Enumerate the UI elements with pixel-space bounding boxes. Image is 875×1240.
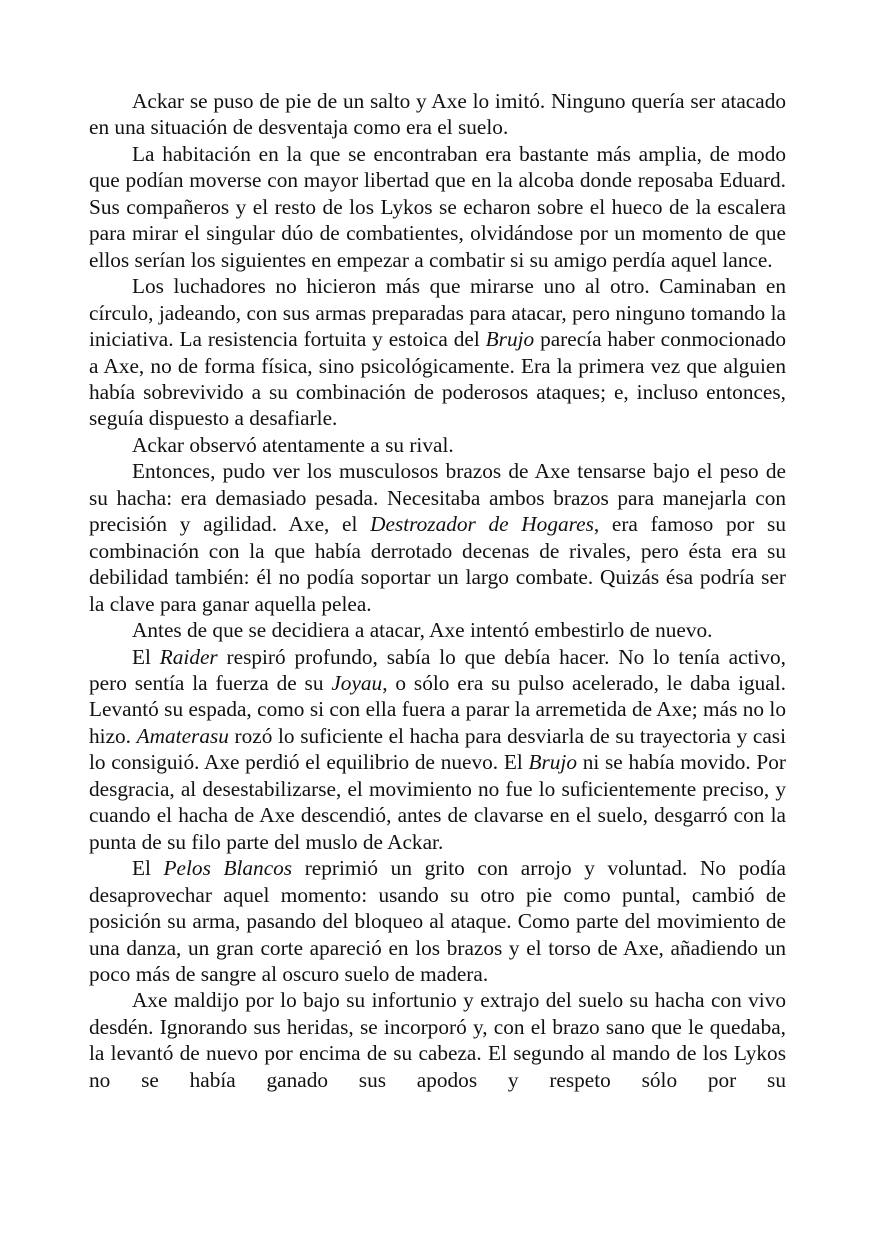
italic-term: Destrozador de Hogares <box>370 512 594 537</box>
text-run: El <box>132 856 164 881</box>
paragraph <box>89 855 786 987</box>
document-page <box>89 88 786 1093</box>
italic-term: Pelos Blancos <box>163 856 293 881</box>
italic-term: Brujo <box>528 750 577 775</box>
paragraph <box>89 458 786 617</box>
text-run: Ackar observó atentamente a su rival. <box>132 432 454 457</box>
paragraph <box>89 432 786 458</box>
text-run: Antes de que se decidiera a atacar, Axe intentó embestirlo de nuevo. <box>132 618 713 643</box>
text-run: Axe maldijo por lo bajo su infortunio y extrajo del suelo su hacha con vivo desdén. Ignorando sus heridas, se incorporó y, con el brazo sano que le quedaba, la levantó de nuevo por encima de su cabeza. El segundo al mando de los Lykos no se había ganado sus apodos y respeto sólo por su <box>89 988 786 1092</box>
paragraph <box>89 273 786 432</box>
text-run: reprimió un grito con arrojo y voluntad. No podía desaprovechar aquel momento: usando su otro pie como puntal, cambió de posición su arma, pasando del bloqueo al ataque. Como parte del movimiento de una danza, un gran corte apareció en los brazos y el torso de Axe, añadiendo un poco más de sangre al oscuro suelo de madera. <box>89 856 786 986</box>
paragraph <box>89 987 786 1093</box>
paragraph <box>89 617 786 643</box>
italic-term: Joyau <box>331 670 383 695</box>
text-run: ni se había movido. Por desgracia, al desestabilizarse, el movimiento no fue lo suficientemente preciso, y cuando el hacha de Axe descendió, antes de clavarse en el suelo, desgarró con la punta de su filo parte del muslo de Ackar. <box>89 750 786 854</box>
text-run: , o sólo era su pulso acelerado, le daba igual. Levantó su espada, como si con ella fuera a parar la arremetida de Axe; más no lo hizo. <box>89 670 786 748</box>
text-run: rozó lo suficiente el hacha para desviarla de su trayectoria y casi lo consiguió. Axe perdió el equilibrio de nuevo. El <box>89 723 786 775</box>
text-run: parecía haber conmocionado a Axe, no de forma física, sino psicológicamente. Era la primera vez que alguien había sobrevivido a su combinación de poderosos ataques; e, incluso entonces, seguía dispuesto a desafiarle. <box>89 327 786 431</box>
text-run: , era famoso por su combinación con la que había derrotado decenas de rivales, pero ésta era su debilidad también: él no podía soportar un largo combate. Quizás ésa podría ser la clave para ganar aquella pelea. <box>89 512 786 616</box>
text-run: respiró profundo, sabía lo que debía hacer. No lo tenía activo, pero sentía la fuerza de su <box>89 644 786 695</box>
italic-term: Amaterasu <box>136 723 229 748</box>
paragraph <box>89 644 786 856</box>
italic-term: Raider <box>159 644 218 669</box>
text-run: Ackar se puso de pie de un salto y Axe lo imitó. Ninguno quería ser atacado en una situación de desventaja como era el suelo. <box>89 89 786 140</box>
text-run: Entonces, pudo ver los musculosos brazos de Axe tensarse bajo el peso de su hacha: era demasiado pesada. Necesitaba ambos brazos para manejarla con precisión y agilidad. Axe, el <box>89 459 786 537</box>
italic-term: Brujo <box>485 327 535 352</box>
paragraph <box>89 141 786 273</box>
paragraph <box>89 88 786 141</box>
text-run: El <box>132 644 160 669</box>
text-run: La habitación en la que se encontraban era bastante más amplia, de modo que podían moverse con mayor libertad que en la alcoba donde reposaba Eduard. Sus compañeros y el resto de los Lykos se echaron sobre el hueco de la escalera para mirar el singular dúo de combatientes, olvidándose por un momento de que ellos serían los siguientes en empezar a combatir si su amigo perdía aquel lance. <box>89 141 786 272</box>
text-run: Los luchadores no hicieron más que mirarse uno al otro. Caminaban en círculo, jadeando, con sus armas preparadas para atacar, pero ninguno tomando la iniciativa. La resistencia fortuita y estoica del <box>89 274 786 352</box>
